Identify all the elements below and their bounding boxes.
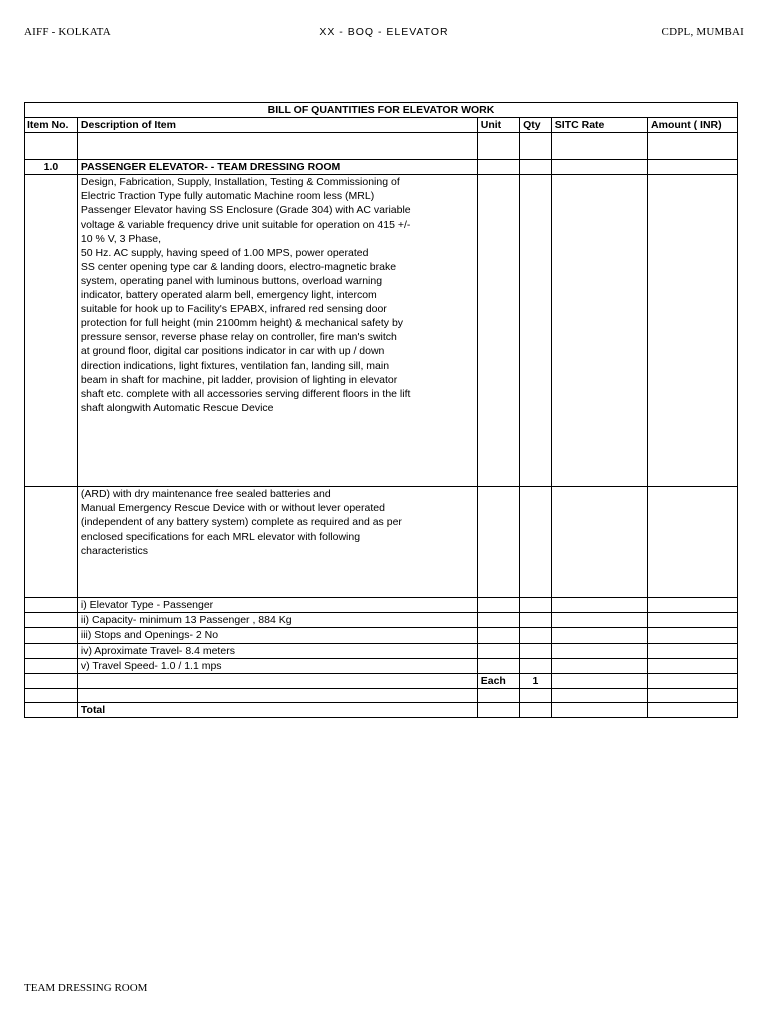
boq-table <box>24 102 738 718</box>
table-row <box>25 133 738 160</box>
table-row <box>25 175 738 487</box>
col-header-item-no: Item No. <box>25 118 78 133</box>
spec-stops: iii) Stops and Openings- 2 No <box>77 628 477 643</box>
desc-line: Design, Fabrication, Supply, Installation, Testing & Commissioning of <box>80 176 400 189</box>
quantity-row <box>25 673 738 688</box>
section-item-no: 1.0 <box>25 160 78 175</box>
col-header-description: Description of Item <box>77 118 477 133</box>
desc-line: Manual Emergency Rescue Device with or without lever operated <box>80 502 385 515</box>
column-header-row <box>25 118 738 133</box>
desc-line: (ARD) with dry maintenance free sealed batteries and <box>80 488 331 501</box>
description-block-2 <box>77 487 477 598</box>
spec-row <box>25 613 738 628</box>
table-title: BILL OF QUANTITIES FOR ELEVATOR WORK <box>25 103 738 118</box>
spec-row <box>25 628 738 643</box>
spec-elevator-type: i) Elevator Type - Passenger <box>77 598 477 613</box>
desc-line: shaft etc. complete with all accessories serving different floors in the lift <box>80 387 411 400</box>
section-row <box>25 160 738 175</box>
col-header-sitc-rate: SITC Rate <box>551 118 647 133</box>
table-row <box>25 688 738 702</box>
desc-line: at ground floor, digital car positions indicator in car with up / down <box>80 345 385 358</box>
qty-value: 1 <box>520 673 552 688</box>
desc-line: characteristics <box>80 544 148 557</box>
header-center-text: XX - BOQ - ELEVATOR <box>319 26 449 38</box>
desc-line: indicator, battery operated alarm bell, emergency light, intercom <box>80 289 377 302</box>
spec-travel: iv) Aproximate Travel- 8.4 meters <box>77 643 477 658</box>
desc-line: 50 Hz. AC supply, having speed of 1.00 MPS, power operated <box>80 246 369 259</box>
unit-value: Each <box>477 673 519 688</box>
desc-line: Passenger Elevator having SS Enclosure (Grade 304) with AC variable <box>80 204 411 217</box>
col-header-qty: Qty <box>520 118 552 133</box>
desc-line: beam in shaft for machine, pit ladder, provision of lighting in elevator <box>80 373 398 386</box>
desc-line: direction indications, light fixtures, ventilation fan, landing sill, main <box>80 359 390 372</box>
desc-line: (independent of any battery system) complete as required and as per <box>80 516 402 529</box>
spec-speed: v) Travel Speed- 1.0 / 1.1 mps <box>77 658 477 673</box>
footer-text: TEAM DRESSING ROOM <box>24 982 148 994</box>
section-title: PASSENGER ELEVATOR- - TEAM DRESSING ROOM <box>77 160 477 175</box>
spec-row <box>25 643 738 658</box>
desc-line: pressure sensor, reverse phase relay on controller, fire man's switch <box>80 331 397 344</box>
header-left-text: AIFF - KOLKATA <box>24 26 111 38</box>
desc-line: voltage & variable frequency drive unit suitable for operation on 415 +/- <box>80 218 411 231</box>
desc-line: SS center opening type car & landing doors, electro-magnetic brake <box>80 260 397 273</box>
desc-line: 10 % V, 3 Phase, <box>80 232 162 245</box>
desc-line: system, operating panel with luminous buttons, overload warning <box>80 274 383 287</box>
desc-line: Electric Traction Type fully automatic Machine room less (MRL) <box>80 190 375 203</box>
col-header-unit: Unit <box>477 118 519 133</box>
desc-line: suitable for hook up to Facility's EPABX, infrared red sensing door <box>80 303 387 316</box>
total-row <box>25 702 738 717</box>
spec-row <box>25 658 738 673</box>
description-block-1 <box>77 175 477 487</box>
table-row <box>25 487 738 598</box>
spec-capacity: ii) Capacity- minimum 13 Passenger , 884 Kg <box>77 613 477 628</box>
total-label: Total <box>77 702 477 717</box>
desc-line: shaft alongwith Automatic Rescue Device <box>80 401 274 414</box>
desc-line: enclosed specifications for each MRL elevator with following <box>80 530 361 543</box>
header-right-text: CDPL, MUMBAI <box>661 26 744 38</box>
col-header-amount: Amount ( INR) <box>648 118 738 133</box>
desc-line: protection for full height (min 2100mm height) & mechanical safety by <box>80 317 404 330</box>
spec-row <box>25 598 738 613</box>
